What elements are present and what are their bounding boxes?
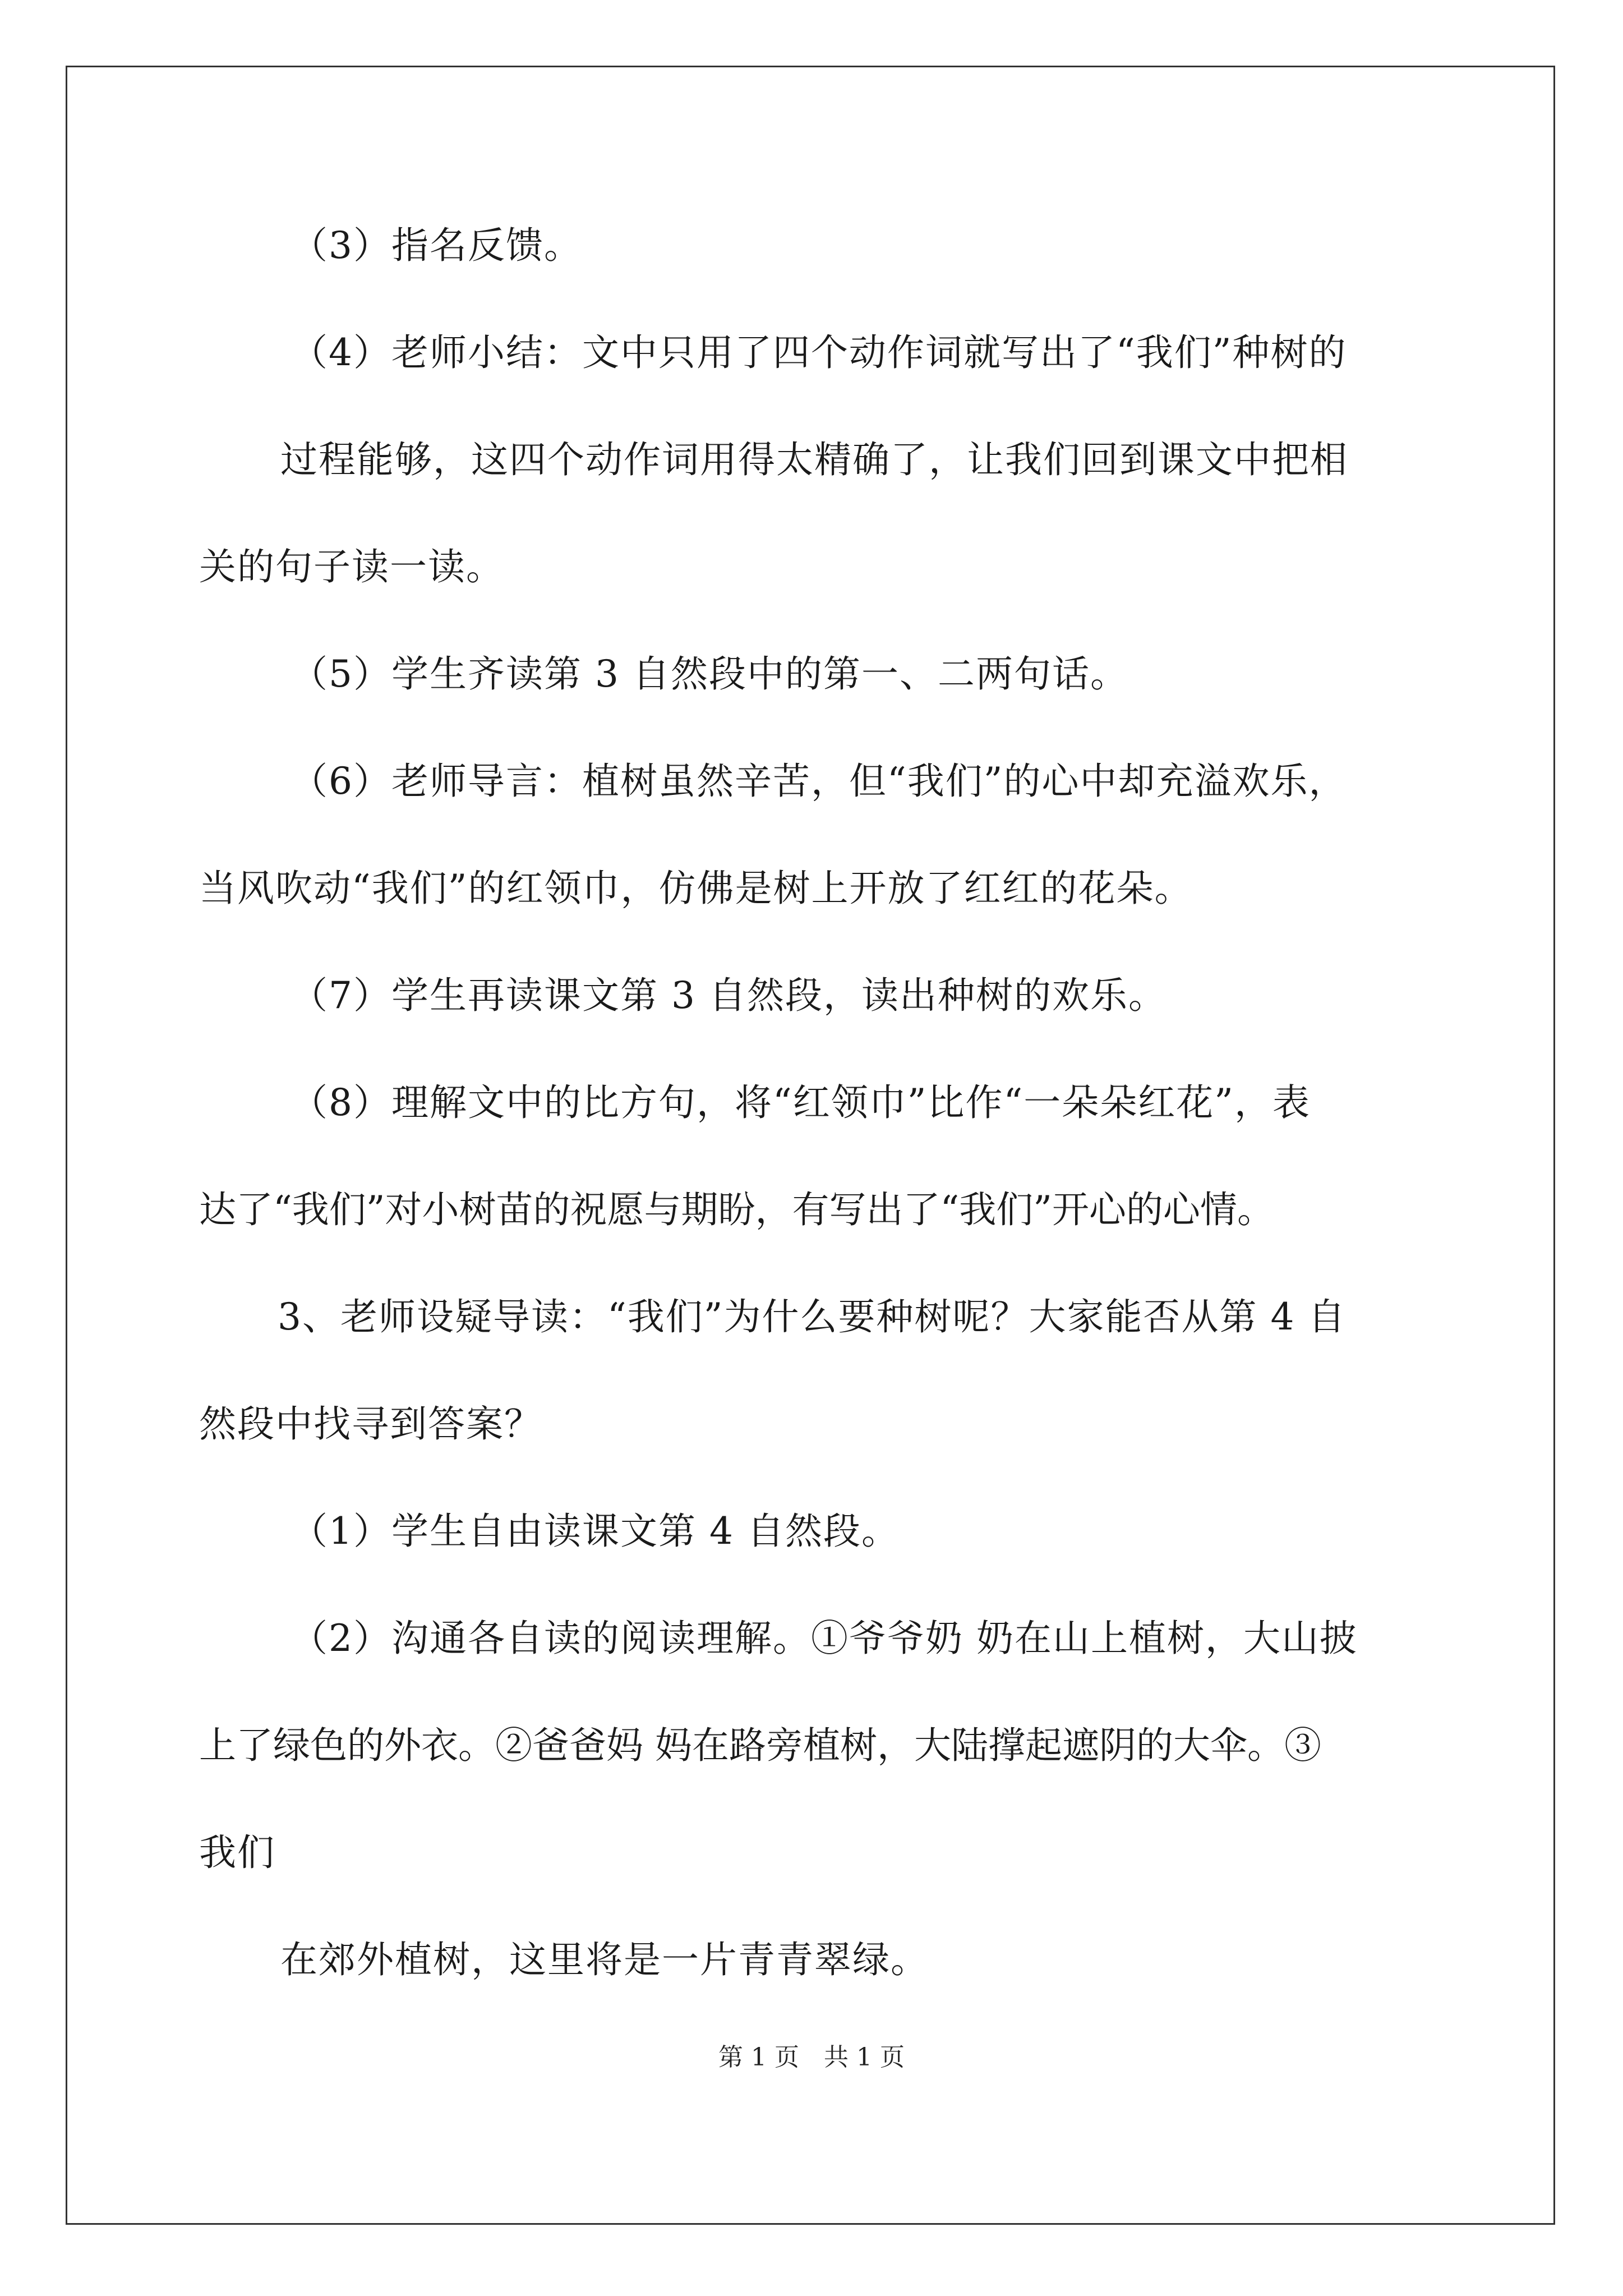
paragraph-line: （6）老师导言：植树虽然辛苦，但“我们”的心中却充溢欢乐， [291, 760, 1347, 803]
paragraph-line: 当风吹动“我们”的红领巾，仿佛是树上开放了红红的花朵。 [199, 867, 1193, 910]
paragraph-line: 我们 [199, 1831, 275, 1874]
paragraph-line: 3、老师设疑导读：“我们”为什么要种树呢？大家能否从第 4 自 [278, 1295, 1347, 1338]
paragraph-line: 然段中找寻到答案？ [199, 1402, 542, 1446]
paragraph-line: （4）老师小结：文中只用了四个动作词就写出了“我们”种树的 [291, 331, 1347, 374]
page-border [66, 66, 1555, 2225]
paragraph-line: （3）指名反馈。 [291, 224, 582, 267]
paragraph-line: 过程能够，这四个动作词用得太精确了，让我们回到课文中把相 [280, 438, 1348, 481]
paragraph-line: （8）理解文中的比方句，将“红领巾”比作“一朵朵红花”，表 [291, 1081, 1311, 1124]
paragraph-line: 达了“我们”对小树苗的祝愿与期盼，有写出了“我们”开心的心情。 [199, 1188, 1274, 1231]
page-number: 第 1 页 共 1 页 [718, 2043, 905, 2072]
paragraph-line: 上了绿色的外衣。②爸爸妈 妈在路旁植树，大陆撑起遮阴的大伞。③ [199, 1724, 1321, 1767]
paragraph-line: 在郊外植树，这里将是一片青青翠绿。 [280, 1938, 929, 1981]
paragraph-line: （5）学生齐读第 3 自然段中的第一、二两句话。 [291, 652, 1128, 696]
paragraph-line: （1）学生自由读课文第 4 自然段。 [291, 1510, 900, 1553]
paragraph-line: （2）沟通各自读的阅读理解。①爷爷奶 奶在山上植树，大山披 [291, 1617, 1358, 1660]
paragraph-line: 关的句子读一读。 [199, 545, 504, 588]
paragraph-line: （7）学生再读课文第 3 自然段，读出种树的欢乐。 [291, 974, 1166, 1017]
